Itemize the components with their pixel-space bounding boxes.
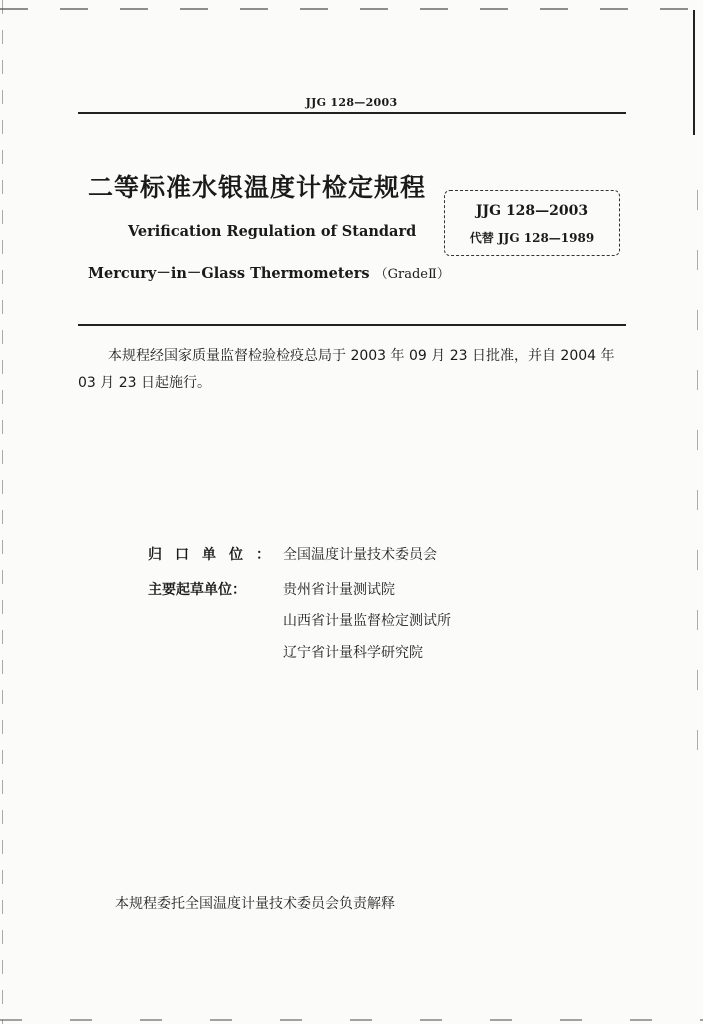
running-header-code: JJG 128—2003 [305, 96, 398, 109]
scan-left-edge-marks [2, 0, 3, 1024]
header-rule [78, 112, 626, 114]
drafting-unit-3: 辽宁省计量科学研究院 [283, 645, 423, 661]
scan-bottom-edge-marks [0, 1019, 703, 1021]
responsible-unit-value: 全国温度计量技术委员会 [283, 547, 437, 563]
title-english-grade: （GradeⅡ） [374, 267, 450, 282]
scan-right-edge-marks [697, 190, 698, 790]
drafting-unit-label: 主要起草单位： [148, 582, 246, 598]
approval-paragraph: 本规程经国家质量监督检验检疫总局于 2003 年 09 月 23 日批准，并自 2004 年 03 月 23 日起施行。 [78, 348, 615, 391]
responsible-unit-label: 归口单位： [148, 547, 283, 563]
scan-right-edge-mark [693, 10, 695, 135]
regulation-code: JJG 128—2003 [475, 203, 589, 219]
regulation-code-box [444, 190, 620, 256]
drafting-unit-1: 贵州省计量测试院 [283, 582, 395, 598]
scan-top-edge-marks [0, 8, 703, 10]
drafting-unit-2: 山西省计量监督检定测试所 [283, 613, 451, 629]
replaced-regulation-code: 代替 JJG 128—1989 [469, 231, 595, 245]
interpretation-note: 本规程委托全国温度计量技术委员会负责解释 [115, 896, 395, 912]
title-english-line1: Verification Regulation of Standard [128, 223, 417, 240]
section-rule [78, 324, 626, 326]
title-english-main: Mercury－in－Glass Thermometers [88, 265, 370, 282]
title-english-line2 [88, 262, 450, 283]
title-chinese: 二等标准水银温度计检定规程 [88, 173, 427, 202]
